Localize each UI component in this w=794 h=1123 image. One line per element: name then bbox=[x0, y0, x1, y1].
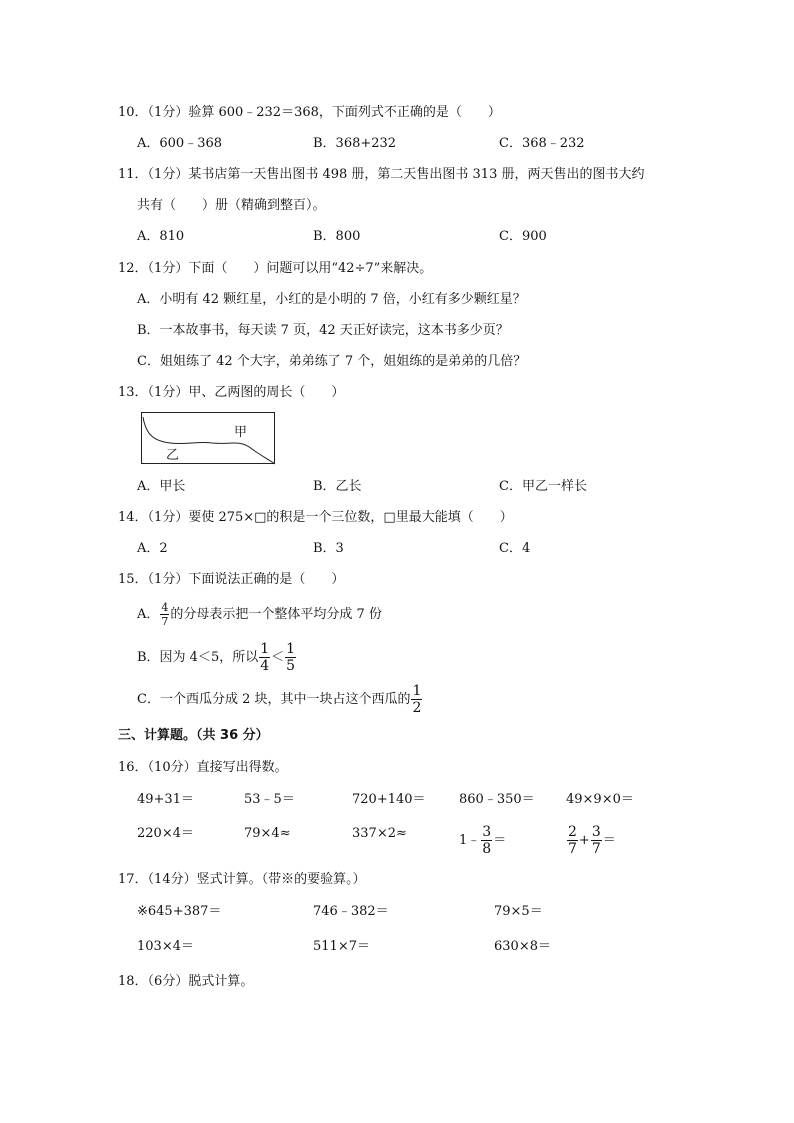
q17-problem: ※645+387＝ bbox=[137, 904, 222, 919]
q13-stem: 13．（1分）甲、乙两图的周长（ ） bbox=[118, 385, 345, 400]
q10-option-b: B．368+232 bbox=[313, 136, 397, 151]
fraction-1-2: $\frac{1}{2}$ bbox=[412, 683, 422, 716]
q14-option-b: B．3 bbox=[313, 541, 344, 556]
q15-option-c bbox=[137, 683, 423, 717]
perimeter-dividing-curve bbox=[142, 413, 276, 465]
q17-problem: 511×7＝ bbox=[313, 939, 370, 954]
fraction-3-8: $\frac{3}{8}$ bbox=[482, 824, 492, 857]
fraction-1-4: $\frac{1}{4}$ bbox=[260, 641, 270, 674]
q17-problem: 746﹣382＝ bbox=[313, 904, 389, 919]
q16-problem: 220×4＝ bbox=[137, 826, 194, 841]
q13-option-b: B．乙长 bbox=[313, 479, 362, 494]
q11-option-c: C．900 bbox=[499, 229, 547, 244]
q10-option-a: A．600﹣368 bbox=[137, 136, 223, 151]
less-than-sign: ＜ bbox=[271, 650, 285, 665]
section-3-title: 三、计算题。（共 36 分） bbox=[118, 728, 269, 743]
fraction-2-7: $\frac{2}{7}$ bbox=[568, 824, 577, 857]
q15-b-prefix: B．因为 4＜5，所以 bbox=[137, 650, 259, 665]
q17-problem: 103×4＝ bbox=[137, 939, 194, 954]
q17-problem: 79×5＝ bbox=[494, 904, 543, 919]
q11-option-a: A．810 bbox=[137, 229, 185, 244]
q15-a-prefix: A． bbox=[137, 607, 160, 622]
q10-stem: 10．（1分）验算 600﹣232＝368，下面列式不正确的是（ ） bbox=[118, 105, 501, 120]
q14-stem: 14．（1分）要使 275×□的积是一个三位数，□里最大能填（ ） bbox=[118, 510, 513, 525]
q18-stem: 18．（6分）脱式计算。 bbox=[118, 974, 254, 989]
q13-option-c: C．甲乙一样长 bbox=[499, 479, 587, 494]
q14-option-a: A．2 bbox=[137, 541, 168, 556]
label-yi: 乙 bbox=[166, 448, 180, 463]
q12-option-b: B．一本故事书，每天读 7 页，42 天正好读完，这本书多少页？ bbox=[137, 323, 509, 338]
perimeter-figure bbox=[141, 412, 275, 464]
q11-stem-line2: 共有（ ）册（精确到整百）。 bbox=[137, 198, 326, 213]
q17-stem: 17．（14分）竖式计算。（带※的要验算。） bbox=[118, 872, 366, 887]
q16-problem: 337×2≈ bbox=[352, 826, 407, 841]
q12-stem: 12．（1分）下面（ ）问题可以用“42÷7”来解决。 bbox=[118, 261, 433, 276]
q16-problem: 720+140＝ bbox=[352, 792, 426, 807]
q15-option-a bbox=[137, 600, 382, 630]
q15-a-text: 的分母表示把一个整体平均分成 7 份 bbox=[170, 607, 382, 622]
fraction-3-7: $\frac{3}{7}$ bbox=[591, 824, 601, 857]
q16-stem: 16．（10分）直接写出得数。 bbox=[118, 760, 288, 775]
q10-option-c: C．368﹣232 bbox=[499, 136, 585, 151]
q16-problem: 49×9×0＝ bbox=[566, 792, 634, 807]
q16-problem: 53﹣5＝ bbox=[244, 792, 295, 807]
label-jia: 甲 bbox=[234, 425, 248, 440]
fraction-4-7: $\frac{4}{7}$ bbox=[161, 601, 169, 628]
q16-problem: 49+31＝ bbox=[137, 792, 194, 807]
q12-option-c: C．姐姐练了 42 个大字，弟弟练了 7 个，姐姐练的是弟弟的几倍？ bbox=[137, 354, 527, 369]
q15-stem: 15．（1分）下面说法正确的是（ ） bbox=[118, 572, 345, 587]
q11-stem-line1: 11．（1分）某书店第一天售出图书 498 册，第二天售出图书 313 册，两天售出的图书大约 bbox=[118, 167, 645, 182]
q16-problem: 79×4≈ bbox=[244, 826, 291, 841]
q14-option-c: C．4 bbox=[499, 541, 531, 556]
q17-problem: 630×8＝ bbox=[494, 939, 551, 954]
q15-option-b bbox=[137, 641, 297, 675]
fraction-1-5: $\frac{1}{5}$ bbox=[286, 641, 296, 674]
q11-option-b: B．800 bbox=[313, 229, 361, 244]
q12-option-a: A．小明有 42 颗红星，小红的是小明的 7 倍，小红有多少颗红星？ bbox=[137, 292, 526, 307]
q16-problem-fraction: 1﹣ $\frac{3}{8}$ ＝ bbox=[459, 824, 507, 857]
q16-problem: 860﹣350＝ bbox=[459, 792, 535, 807]
q16-problem-fraction-sum: $\frac{2}{7}$ + $\frac{3}{7}$ ＝ bbox=[568, 824, 616, 857]
q13-option-a: A．甲长 bbox=[137, 479, 186, 494]
q15-c-text: C．一个西瓜分成 2 块，其中一块占这个西瓜的 bbox=[137, 692, 411, 707]
